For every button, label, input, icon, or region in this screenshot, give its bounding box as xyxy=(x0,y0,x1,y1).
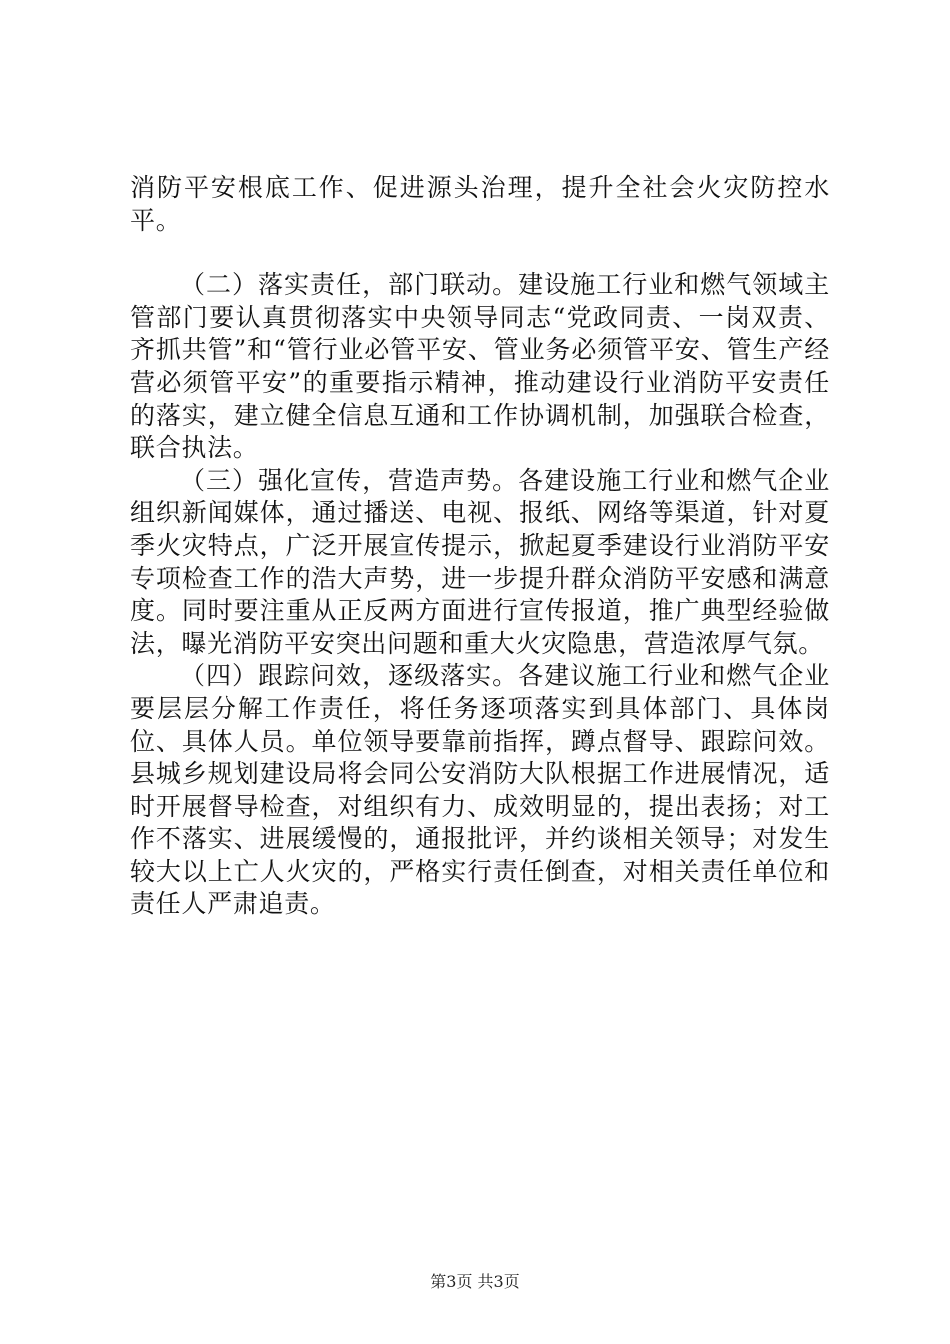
paragraph-publicity: （三）强化宣传，营造声势。各建设施工行业和燃气企业组织新闻媒体，通过播送、电视、报纸、网络等渠道，针对夏季火灾特点，广泛开展宣传提示，掀起夏季建设行业消防平安专项检查工作的浩大声势，进一步提升群众消防平安感和满意度。同时要注重从正反两方面进行宣传报道，推广典型经验做法，曝光消防平安突出问题和重大火灾隐患，营造浓厚气氛。 xyxy=(130,465,830,658)
document-body xyxy=(130,172,830,921)
paragraph-responsibility: （二）落实责任，部门联动。建设施工行业和燃气领域主管部门要认真贯彻落实中央领导同志“党政同责、一岗双责、齐抓共管”和“管行业必管平安、管业务必须管平安、管生产经营必须管平安”的重要指示精神，推动建设行业消防平安责任的落实，建立健全信息互通和工作协调机制，加强联合检查，联合执法。 xyxy=(130,270,830,463)
paragraph-follow-up: （四）跟踪问效，逐级落实。各建议施工行业和燃气企业要层层分解工作责任，将任务逐项落实到具体部门、具体岗位、具体人员。单位领导要靠前指挥，蹲点督导、跟踪问效。县城乡规划建设局将会同公安消防大队根据工作进展情况，适时开展督导检查，对组织有力、成效明显的，提出表扬；对工作不落实、进展缓慢的，通报批评，并约谈相关领导；对发生较大以上亡人火灾的，严格实行责任倒查，对相关责任单位和责任人严肃追责。 xyxy=(130,661,830,919)
paragraph-gap xyxy=(130,237,830,269)
page-footer: 第3页 共3页 xyxy=(430,1272,520,1291)
paragraph-continuation: 消防平安根底工作、促进源头治理，提升全社会火灾防控水平。 xyxy=(130,173,830,235)
